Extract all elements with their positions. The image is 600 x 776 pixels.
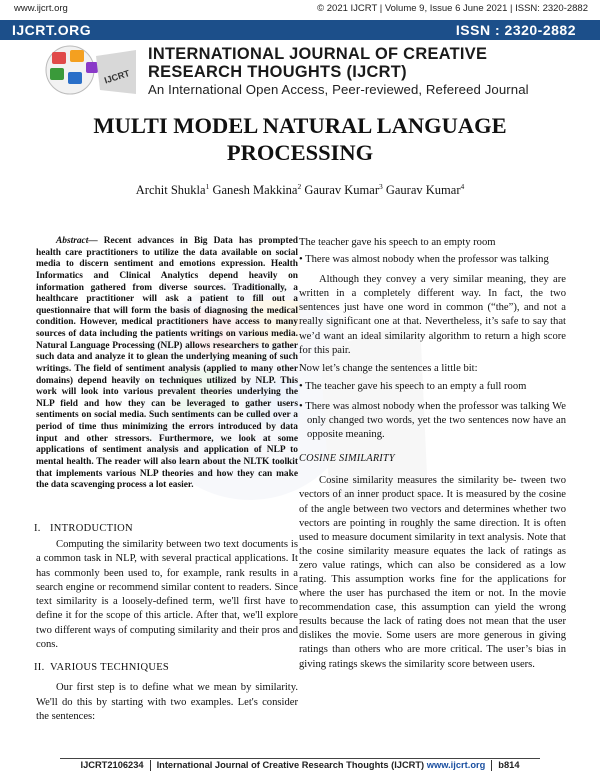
bullet-item: • The teacher gave his speech to an empty a full room <box>299 380 527 392</box>
paper-title-line-2: PROCESSING <box>226 140 374 165</box>
cosine-paragraph: Cosine similarity measures the similarity be- tween two vectors of an inner product space. It is measured by the cosine of the angle between two vectors and determines whether two vectors are pointing in roughly the same direction. It is often used to measure document similarity in text analysis. Note that the cosine similarity measure equates the lack of ratings as zero value ratings, which can also be considered as a low rating. This assumption works fine for the applications for where the user has purchased the item or not. In the movie recommendation case, this assumption can yield the wrong results because the lack of rating does not mean that the user dislikes the movie. Some users are more generous in giving ratings than others who are more critical. The user’s bias in giving ratings skews the similarity score between users. <box>299 475 566 670</box>
page-number: b814 <box>498 760 520 770</box>
paper-code: IJCRT2106234 <box>80 760 144 770</box>
body-paragraph: Although they convey a very similar meaning, they are written in a completely different way. In fact, the two sentences just have one word in common (“the”), and not a really significant one at that. Nevertheless, it’s safe to say that we’d want an ideal similarity algorithm to return a high score for this pair. <box>299 274 566 356</box>
right-column-body <box>299 236 566 672</box>
techniques-paragraph: Our first step is to define what we mean by similarity. We'll do this by starting with two examples. Let's consider the sentences: <box>36 682 298 722</box>
author-4-sup: 4 <box>460 182 465 191</box>
separator <box>150 760 151 771</box>
author-3-sup: 3 <box>378 182 383 191</box>
footer-journal: International Journal of Creative Research Thoughts (IJCRT) <box>156 760 425 770</box>
abstract-text: Recent advances in Big Data has prompted health care practitioners to utilize the data available on social media to discern sentiment and emotions expression. Health Informatics and Clinical Analytics depend heavily on information gathered from diverse sources. Traditionally, a healthcare practitioner will ask a patient to fill out a questionnaire that will form the basis of diagnosing the medical condition. However, medical practitioners have access to many sources of data including the patients writings on various media. Natural Language Processing (NLP) allows researchers to gather such data and analyze it to glean the underlying meaning of such writings. The field of sentiment analysis (applied to many other domains) depend heavily on techniques utilized by NLP. This work will look into various prevalent theories underlying the NLP field and how they can be leveraged to gather users sentiments on social media. Such sentiments can be culled over a period of time thus minimizing the errors introduced by data input and other stressors. Furthermore, we look at some applications of sentiment analysis and application of NLP to mental health. The reader will also learn about the NLTK toolkit that implements various NLP theories and how they can make the data scavenging process a lot easier. <box>36 236 299 491</box>
left-column-body <box>36 522 298 724</box>
running-header <box>10 3 590 17</box>
section-heading-introduction <box>36 522 298 536</box>
journal-banner-bar <box>0 20 600 40</box>
author-1: Archit Shukla <box>135 183 206 198</box>
section-heading-techniques <box>36 661 298 675</box>
journal-title-line-2: RESEARCH THOUGHTS (IJCRT) <box>148 63 407 81</box>
author-2: Ganesh Makkina <box>212 183 298 198</box>
journal-title-line-1: INTERNATIONAL JOURNAL OF CREATIVE <box>148 45 488 63</box>
example-sentence-1: The teacher gave his speech to an empty room <box>299 237 496 248</box>
section-title: VARIOUS TECHNIQUES <box>50 662 170 674</box>
bullet-item: • There was almost nobody when the professor was talking <box>299 254 549 266</box>
footer-link[interactable]: www.ijcrt.org <box>426 760 486 770</box>
abstract-dash: — <box>88 236 104 246</box>
banner-issn: ISSN : 2320-2882 <box>455 22 576 38</box>
section-number: II. <box>34 662 45 674</box>
issue-info: © 2021 IJCRT | Volume 9, Issue 6 June 2021 | ISSN: 2320-2882 <box>317 3 588 14</box>
journal-title <box>148 45 588 81</box>
author-1-sup: 1 <box>205 182 210 191</box>
page-footer <box>60 760 540 771</box>
author-3: Gaurav Kumar <box>304 183 379 198</box>
abstract-label: Abstract <box>56 236 89 246</box>
abstract <box>36 236 298 492</box>
website-url[interactable]: www.ijcrt.org <box>14 3 68 14</box>
journal-logo <box>40 42 138 98</box>
paper-title <box>40 112 560 166</box>
journal-subtitle: An International Open Access, Peer-reviewed, Refereed Journal <box>148 82 529 97</box>
logo-badge-text: IJCRT <box>103 68 131 86</box>
author-2-sup: 2 <box>297 182 302 191</box>
body-paragraph: Now let’s change the sentences a little bit: <box>299 362 478 374</box>
bullet-item: • There was almost nobody when the professor was talking We only changed two words, yet the two sentences now have an opposite meaning. <box>299 400 566 441</box>
author-4: Gaurav Kumar <box>385 183 461 198</box>
intro-paragraph: Computing the similarity between two text documents is a common task in NLP, with several practical applications. It has commonly been used to, for example, rank results in a search engine or recommend similar content to readers. Since text similarity is a loosely-defined term, we'll first have to define it for the scope of this article. After that, we'll explore two different ways of computing similarity and their pros and cons. <box>36 539 298 651</box>
footer-rule <box>60 758 540 759</box>
cosine-similarity-heading: COSINE SIMILARITY <box>299 453 395 465</box>
paper-title-line-1: MULTI MODEL NATURAL LANGUAGE <box>93 113 507 138</box>
banner-site: IJCRT.ORG <box>12 22 92 38</box>
section-number: I. <box>34 523 41 534</box>
section-title: INTRODUCTION <box>50 523 133 534</box>
author-list <box>40 182 560 198</box>
separator <box>491 760 492 771</box>
